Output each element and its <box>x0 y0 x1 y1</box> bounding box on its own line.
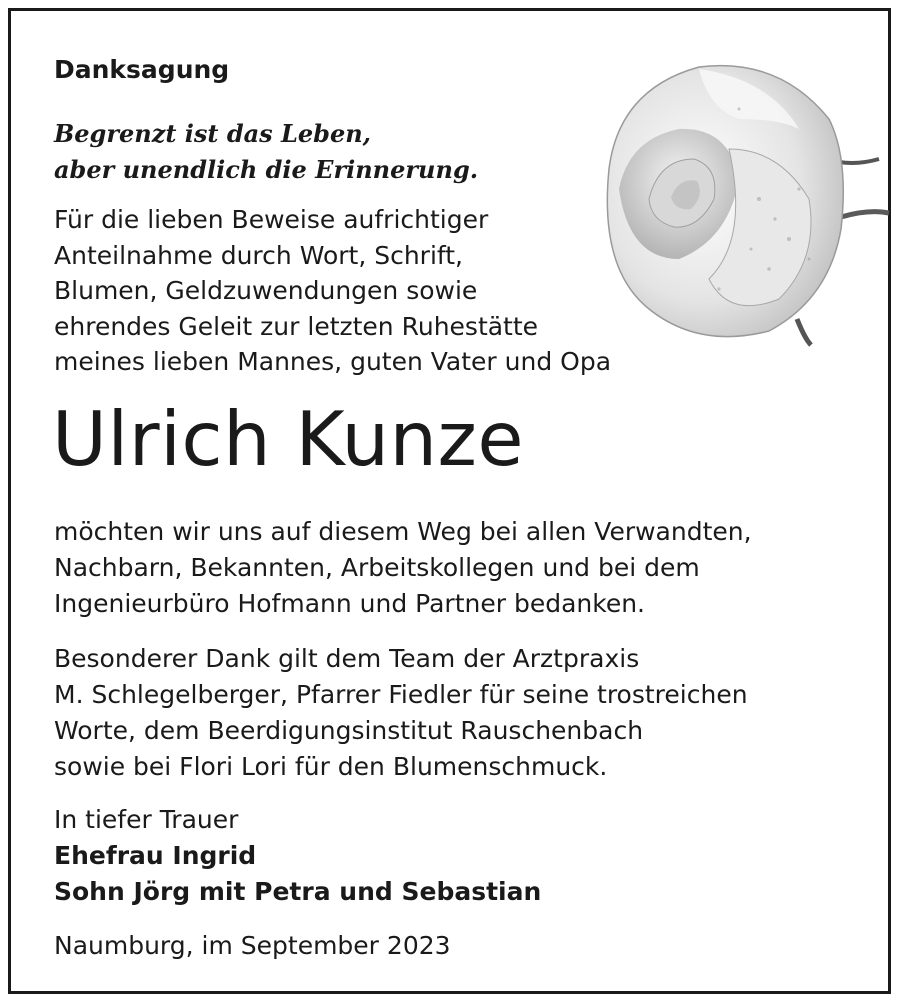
thanks-line: Nachbarn, Bekannten, Arbeitskollegen und bei dem <box>54 553 700 582</box>
motto-line: Begrenzt ist das Leben, <box>54 119 372 148</box>
mourners-block <box>54 802 541 910</box>
deceased-name: Ulrich Kunze <box>52 395 525 483</box>
intro-line: Blumen, Geldzuwendungen sowie <box>54 276 478 305</box>
mourner-name: Sohn Jörg mit Petra und Sebastian <box>54 877 542 906</box>
thanks-line: möchten wir uns auf diesem Weg bei allen Verwandten, <box>54 517 752 546</box>
place-date: Naumburg, im September 2023 <box>54 931 451 960</box>
intro-line: Anteilnahme durch Wort, Schrift, <box>54 240 464 270</box>
motto <box>54 116 478 188</box>
obituary-card <box>8 8 891 994</box>
mourner-name: Ehefrau Ingrid <box>54 841 257 870</box>
special-thanks-line: sowie bei Flori Lori für den Blumenschmuck. <box>54 752 608 781</box>
thanks-line: Ingenieurbüro Hofmann und Partner bedanken. <box>54 589 646 618</box>
special-thanks-paragraph <box>54 641 748 785</box>
special-thanks-line: Worte, dem Beerdigungsinstitut Rauschenbach <box>54 716 644 745</box>
intro-line: meines lieben Mannes, guten Vater und Opa <box>54 347 612 376</box>
special-thanks-line: M. Schlegelberger, Pfarrer Fiedler für seine trostreichen <box>54 680 748 709</box>
intro-line: Für die lieben Beweise aufrichtiger <box>54 205 489 234</box>
intro-line: ehrendes Geleit zur letzten Ruhestätte <box>54 311 539 341</box>
special-thanks-line: Besonderer Dank gilt dem Team der Arztpraxis <box>54 644 640 673</box>
motto-line: aber unendlich die Erinnerung. <box>54 155 479 184</box>
intro-paragraph <box>54 202 611 380</box>
thanks-paragraph <box>54 514 752 622</box>
rose-icon <box>579 49 891 361</box>
mourning-label: In tiefer Trauer <box>54 805 239 834</box>
notice-heading: Danksagung <box>54 55 230 84</box>
